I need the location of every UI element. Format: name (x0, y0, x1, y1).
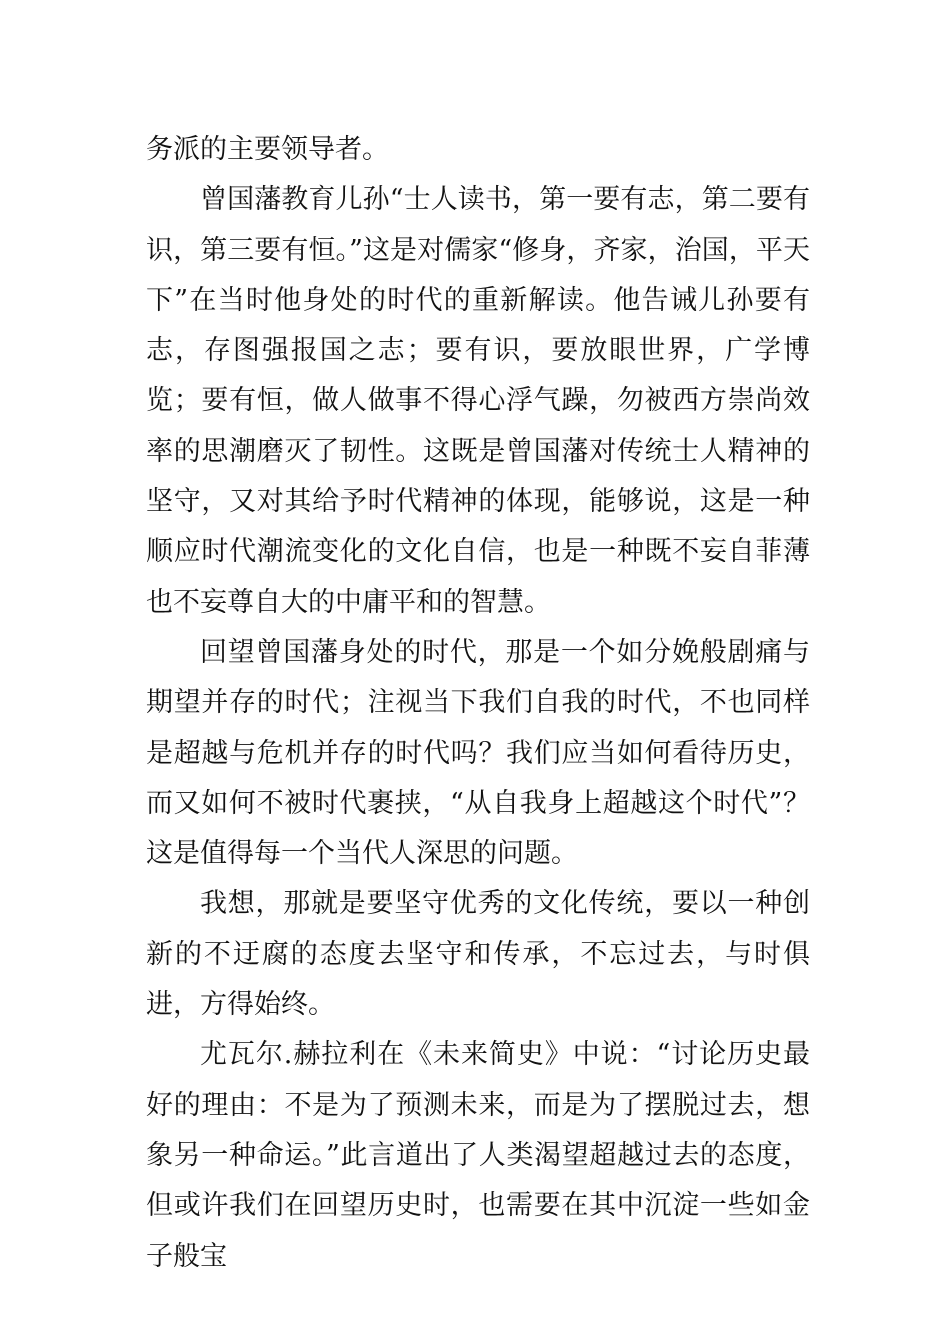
document-body (146, 125, 810, 1282)
paragraph-2: 曾国藩教育儿孙“士人读书，第一要有志，第二要有识，第三要有恒。”这是对儒家“修身，齐家，治国，平天下”在当时他身处的时代的重新解读。他告诫儿孙要有志，存图强报国之志；要有识，要放眼世界，广学博览；要有恒，做人做事不得心浮气躁，勿被西方崇尚效率的思潮磨灭了韧性。这既是曾国藩对传统士人精神的坚守，又对其给予时代精神的体现，能够说，这是一种顺应时代潮流变化的文化自信，也是一种既不妄自菲薄也不妄尊自大的中庸平和的智慧。 (146, 184, 810, 618)
paragraph-4: 我想，那就是要坚守优秀的文化传统，要以一种创新的不迂腐的态度去坚守和传承，不忘过去，与时俱进，方得始终。 (146, 888, 810, 1021)
paragraph-3: 回望曾国藩身处的时代，那是一个如分娩般剧痛与期望并存的时代；注视当下我们自我的时代，不也同样是超越与危机并存的时代吗？我们应当如何看待历史，而又如何不被时代裹挟，“从自我身上超越这个时代”？这是值得每一个当代人深思的问题。 (146, 636, 810, 870)
paragraph-5: 尤瓦尔.赫拉利在《未来简史》中说：“讨论历史最好的理由：不是为了预测未来，而是为了摆脱过去，想象另一种命运。”此言道出了人类渴望超越过去的态度，但或许我们在回望历史时，也需要在其中沉淀一些如金子般宝 (146, 1039, 810, 1272)
paragraph-1: 务派的主要领导者。 (146, 134, 389, 165)
